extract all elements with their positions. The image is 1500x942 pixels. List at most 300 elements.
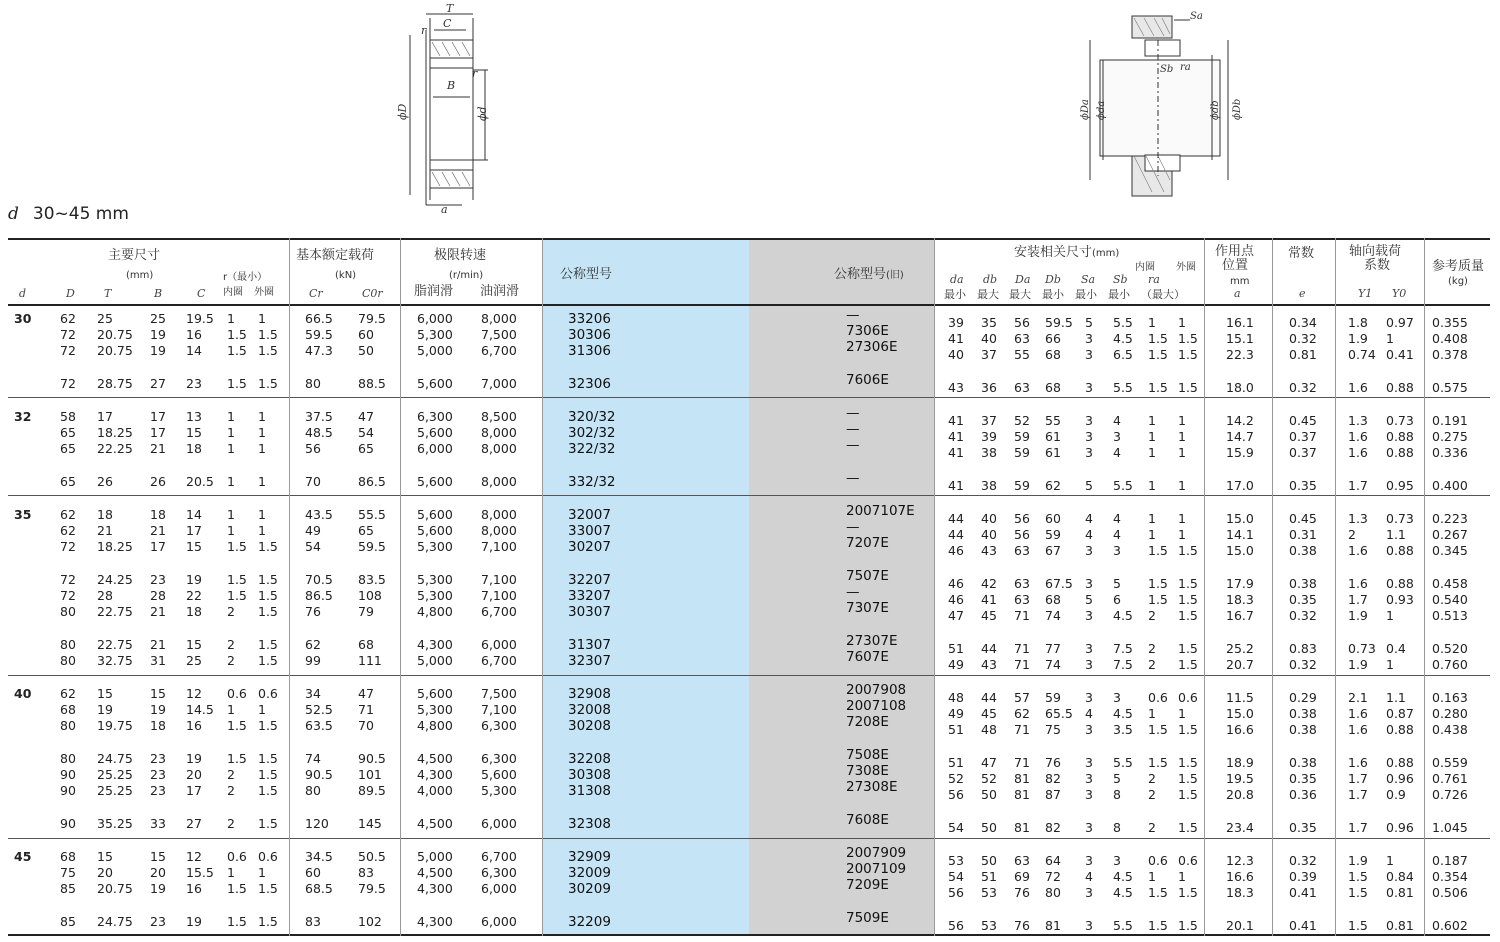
old-model-number: 7207E xyxy=(846,535,889,551)
hdr-C: C xyxy=(197,287,206,300)
cell-T: 18 xyxy=(97,507,113,522)
hdr-inner-ring: 内圈 xyxy=(223,287,243,298)
hdr-Sb: Sb xyxy=(1113,273,1128,286)
label-C: C xyxy=(443,17,452,30)
cell-r2: 1.5 xyxy=(258,376,278,391)
cell-Da: 81 xyxy=(1014,787,1030,802)
cell-C: 20 xyxy=(186,767,202,782)
cell-oil: 8,000 xyxy=(481,523,517,538)
cell-grease: 5,600 xyxy=(417,507,453,522)
cell-r2: 1.5 xyxy=(258,767,278,782)
col-divider xyxy=(400,238,401,936)
cell-C0r: 65 xyxy=(358,441,374,456)
cell-Db: 68 xyxy=(1045,347,1061,362)
cell-a: 25.2 xyxy=(1226,641,1254,656)
old-model-column-bg xyxy=(749,238,934,936)
label-r-right: r xyxy=(472,67,478,80)
cell-ra2: 1.5 xyxy=(1178,576,1198,591)
cell-Sb: 4.5 xyxy=(1113,869,1133,884)
cell-r1: 1 xyxy=(227,425,235,440)
cell-T: 15 xyxy=(97,686,113,701)
cell-C0r: 47 xyxy=(358,686,374,701)
cell-Y0: 1 xyxy=(1386,853,1394,868)
cell-r1: 1 xyxy=(227,523,235,538)
cell-ra2: 1.5 xyxy=(1178,592,1198,607)
cell-r1: 2 xyxy=(227,767,235,782)
cell-e: 0.38 xyxy=(1289,722,1317,737)
hdr-outer-ring: 外圈 xyxy=(254,287,274,298)
cell-oil: 8,000 xyxy=(481,425,517,440)
cell-Da: 59 xyxy=(1014,478,1030,493)
cell-Cr: 99 xyxy=(305,653,321,668)
hdr-load: 基本额定载荷 xyxy=(296,248,375,263)
cell-ra1: 1.5 xyxy=(1148,722,1168,737)
cell-Sb: 5 xyxy=(1113,576,1121,591)
cell-ra2: 1 xyxy=(1178,315,1186,330)
cell-D: 80 xyxy=(60,604,76,619)
cell-r1: 1 xyxy=(227,409,235,424)
cell-Y0: 0.96 xyxy=(1386,771,1414,786)
cell-B: 23 xyxy=(150,783,166,798)
cell-Sb: 5 xyxy=(1113,771,1121,786)
cell-r2: 1 xyxy=(258,474,266,489)
cell-db: 53 xyxy=(981,885,997,900)
cell-mass: 0.191 xyxy=(1432,413,1468,428)
cell-ra1: 0.6 xyxy=(1148,853,1168,868)
cell-da: 41 xyxy=(948,478,964,493)
cell-a: 11.5 xyxy=(1226,690,1254,705)
cell-r1: 2 xyxy=(227,783,235,798)
cell-B: 21 xyxy=(150,637,166,652)
cell-B: 19 xyxy=(150,881,166,896)
cell-e: 0.35 xyxy=(1289,771,1317,786)
hdr-Db-min: 最小 xyxy=(1042,288,1064,301)
cell-Y1: 1.5 xyxy=(1348,869,1368,884)
cell-grease: 5,000 xyxy=(417,653,453,668)
model-number: 30207 xyxy=(568,539,611,555)
cell-mass: 0.540 xyxy=(1432,592,1468,607)
col-divider xyxy=(934,238,935,936)
cell-db: 37 xyxy=(981,413,997,428)
cell-ra1: 1.5 xyxy=(1148,347,1168,362)
model-number: 31308 xyxy=(568,783,611,799)
cell-oil: 6,300 xyxy=(481,718,517,733)
cell-T: 22.75 xyxy=(97,604,133,619)
cell-r1: 2 xyxy=(227,653,235,668)
cell-grease: 5,600 xyxy=(417,474,453,489)
cell-a: 17.0 xyxy=(1226,478,1254,493)
cell-D: 80 xyxy=(60,751,76,766)
label-B: B xyxy=(447,79,456,92)
cell-Cr: 86.5 xyxy=(305,588,333,603)
cell-ra2: 1.5 xyxy=(1178,543,1198,558)
cell-Sa: 3 xyxy=(1085,380,1093,395)
cell-Da: 71 xyxy=(1014,608,1030,623)
cell-mass: 0.275 xyxy=(1432,429,1468,444)
cell-B: 18 xyxy=(150,718,166,733)
model-number: 30208 xyxy=(568,718,611,734)
cell-Y1: 1.7 xyxy=(1348,820,1368,835)
cell-Cr: 37.5 xyxy=(305,409,333,424)
cell-da: 51 xyxy=(948,722,964,737)
cell-e: 0.38 xyxy=(1289,576,1317,591)
cell-Y0: 0.81 xyxy=(1386,918,1414,933)
label-Sa: Sa xyxy=(1190,11,1203,22)
cell-Y1: 1.7 xyxy=(1348,478,1368,493)
cell-Sa: 3 xyxy=(1085,657,1093,672)
cell-B: 21 xyxy=(150,523,166,538)
cell-r1: 0.6 xyxy=(227,686,247,701)
cell-mass: 0.761 xyxy=(1432,771,1468,786)
old-model-number: 7306E xyxy=(846,323,889,339)
cell-Db: 55 xyxy=(1045,413,1061,428)
cell-e: 0.38 xyxy=(1289,755,1317,770)
cell-a: 16.7 xyxy=(1226,608,1254,623)
cell-Da: 55 xyxy=(1014,347,1030,362)
old-model-number: 7509E xyxy=(846,910,889,926)
cell-mass: 0.726 xyxy=(1432,787,1468,802)
cell-e: 0.32 xyxy=(1289,380,1317,395)
cell-ra1: 1 xyxy=(1148,511,1156,526)
cell-Cr: 90.5 xyxy=(305,767,333,782)
cell-Cr: 59.5 xyxy=(305,327,333,342)
cell-T: 22.25 xyxy=(97,441,133,456)
cell-Y0: 0.73 xyxy=(1386,413,1414,428)
cell-r2: 1.5 xyxy=(258,572,278,587)
cell-oil: 6,700 xyxy=(481,604,517,619)
cell-r2: 0.6 xyxy=(258,849,278,864)
model-number: 32308 xyxy=(568,816,611,832)
header-bottom-rule xyxy=(8,304,1490,306)
cell-Cr: 68.5 xyxy=(305,881,333,896)
cell-Da: 71 xyxy=(1014,657,1030,672)
cell-r1: 1 xyxy=(227,311,235,326)
cell-Sb: 5.5 xyxy=(1113,918,1133,933)
cell-D: 72 xyxy=(60,376,76,391)
cell-Sb: 4 xyxy=(1113,445,1121,460)
cell-grease: 4,500 xyxy=(417,865,453,880)
cell-oil: 7,100 xyxy=(481,702,517,717)
cell-db: 38 xyxy=(981,445,997,460)
cell-a: 16.1 xyxy=(1226,315,1254,330)
cell-Sb: 5.5 xyxy=(1113,478,1133,493)
cell-da: 46 xyxy=(948,592,964,607)
cell-Y1: 1.9 xyxy=(1348,853,1368,868)
hdr-mass-unit: (kg) xyxy=(1448,276,1468,287)
cell-db: 40 xyxy=(981,511,997,526)
cell-da: 49 xyxy=(948,657,964,672)
hdr-ra: ra xyxy=(1148,273,1160,286)
hdr-main-dims-unit: (mm) xyxy=(126,270,154,281)
cell-Cr: 47.3 xyxy=(305,343,333,358)
cell-B: 17 xyxy=(150,409,166,424)
old-model-number: — xyxy=(846,421,860,437)
old-model-number: 7209E xyxy=(846,877,889,893)
cell-da: 52 xyxy=(948,771,964,786)
cell-grease: 4,300 xyxy=(417,881,453,896)
cell-grease: 5,300 xyxy=(417,588,453,603)
cell-B: 27 xyxy=(150,376,166,391)
hdr-Sb-min: 最小 xyxy=(1108,288,1130,301)
hdr-db: db xyxy=(983,273,998,286)
cell-D: 80 xyxy=(60,718,76,733)
cell-Sa: 3 xyxy=(1085,722,1093,737)
cell-Sb: 3 xyxy=(1113,543,1121,558)
cell-da: 40 xyxy=(948,347,964,362)
cell-C0r: 68 xyxy=(358,637,374,652)
cell-Y0: 0.88 xyxy=(1386,429,1414,444)
cell-Y0: 0.96 xyxy=(1386,820,1414,835)
model-number: 30209 xyxy=(568,881,611,897)
cell-ra2: 1 xyxy=(1178,869,1186,884)
cell-da: 48 xyxy=(948,690,964,705)
cell-grease: 5,000 xyxy=(417,343,453,358)
cell-C: 13 xyxy=(186,409,202,424)
cell-C0r: 79 xyxy=(358,604,374,619)
model-number: 32207 xyxy=(568,572,611,588)
cell-Y0: 0.95 xyxy=(1386,478,1414,493)
cell-Sa: 3 xyxy=(1085,413,1093,428)
cell-Cr: 74 xyxy=(305,751,321,766)
cell-Db: 59 xyxy=(1045,527,1061,542)
cell-Y1: 1.3 xyxy=(1348,413,1368,428)
cell-mass: 0.400 xyxy=(1432,478,1468,493)
cell-Db: 82 xyxy=(1045,820,1061,835)
cell-T: 24.25 xyxy=(97,572,133,587)
cell-Da: 52 xyxy=(1014,413,1030,428)
cell-Db: 60 xyxy=(1045,511,1061,526)
hdr-da-min: 最小 xyxy=(944,288,966,301)
cell-r1: 1.5 xyxy=(227,572,247,587)
cell-Sa: 3 xyxy=(1085,641,1093,656)
cell-a: 23.4 xyxy=(1226,820,1254,835)
cell-D: 68 xyxy=(60,702,76,717)
label-ra: ra xyxy=(1180,62,1191,73)
cell-Da: 76 xyxy=(1014,918,1030,933)
cell-Sa: 5 xyxy=(1085,592,1093,607)
cell-e: 0.45 xyxy=(1289,511,1317,526)
cell-db: 40 xyxy=(981,331,997,346)
cell-ra1: 1 xyxy=(1148,478,1156,493)
cell-oil: 5,300 xyxy=(481,783,517,798)
cell-oil: 5,600 xyxy=(481,767,517,782)
cell-da: 46 xyxy=(948,543,964,558)
cell-da: 44 xyxy=(948,511,964,526)
cell-Y1: 1.9 xyxy=(1348,608,1368,623)
model-number: 31307 xyxy=(568,637,611,653)
model-number: 33007 xyxy=(568,523,611,539)
cell-C: 22 xyxy=(186,588,202,603)
cell-B: 26 xyxy=(150,474,166,489)
cell-grease: 6,300 xyxy=(417,409,453,424)
cell-B: 17 xyxy=(150,539,166,554)
cell-Y0: 1 xyxy=(1386,331,1394,346)
cell-Sa: 3 xyxy=(1085,771,1093,786)
cell-Sa: 3 xyxy=(1085,608,1093,623)
hdr-install xyxy=(1014,246,1119,261)
model-number: 320/32 xyxy=(568,409,616,425)
bore-d-value: 30 xyxy=(14,311,32,326)
cell-T: 20.75 xyxy=(97,343,133,358)
cell-Da: 63 xyxy=(1014,592,1030,607)
cell-r1: 1.5 xyxy=(227,539,247,554)
cell-Y0: 0.4 xyxy=(1386,641,1406,656)
cell-Sb: 8 xyxy=(1113,820,1121,835)
cell-ra1: 1.5 xyxy=(1148,576,1168,591)
cell-mass: 0.187 xyxy=(1432,853,1468,868)
cell-Y0: 0.97 xyxy=(1386,315,1414,330)
cell-C: 15 xyxy=(186,425,202,440)
cell-e: 0.81 xyxy=(1289,347,1317,362)
cell-oil: 8,000 xyxy=(481,441,517,456)
hdr-Sa: Sa xyxy=(1081,273,1096,286)
old-model-number: 7607E xyxy=(846,649,889,665)
cell-da: 41 xyxy=(948,331,964,346)
cell-B: 25 xyxy=(150,311,166,326)
cell-a: 17.9 xyxy=(1226,576,1254,591)
cell-Y0: 0.88 xyxy=(1386,722,1414,737)
cell-Y0: 0.87 xyxy=(1386,706,1414,721)
hdr-r-min: r（最小） xyxy=(223,272,268,283)
cell-a: 20.7 xyxy=(1226,657,1254,672)
cell-db: 50 xyxy=(981,820,997,835)
cell-T: 32.75 xyxy=(97,653,133,668)
cell-C0r: 54 xyxy=(358,425,374,440)
cell-db: 50 xyxy=(981,853,997,868)
model-number: 32307 xyxy=(568,653,611,669)
cell-Y1: 1.9 xyxy=(1348,331,1368,346)
cell-ra2: 1.5 xyxy=(1178,722,1198,737)
cell-Sa: 3 xyxy=(1085,347,1093,362)
col-divider xyxy=(1272,238,1273,936)
cell-a: 18.3 xyxy=(1226,592,1254,607)
hdr-d: d xyxy=(19,287,27,300)
label-phiDa: ϕDa xyxy=(1080,99,1091,120)
cell-Db: 65.5 xyxy=(1045,706,1073,721)
cell-da: 51 xyxy=(948,755,964,770)
cell-grease: 5,000 xyxy=(417,849,453,864)
cell-B: 31 xyxy=(150,653,166,668)
cell-Db: 74 xyxy=(1045,608,1061,623)
cell-mass: 0.355 xyxy=(1432,315,1468,330)
bore-d-value: 40 xyxy=(14,686,32,701)
cell-Y0: 0.88 xyxy=(1386,445,1414,460)
cell-Y0: 0.84 xyxy=(1386,869,1414,884)
old-model-number: 7508E xyxy=(846,747,889,763)
cell-oil: 6,700 xyxy=(481,849,517,864)
cell-ra2: 0.6 xyxy=(1178,853,1198,868)
cell-Sa: 3 xyxy=(1085,331,1093,346)
cell-mass: 0.506 xyxy=(1432,885,1468,900)
cell-Sa: 3 xyxy=(1085,543,1093,558)
cell-B: 33 xyxy=(150,816,166,831)
cell-C: 15 xyxy=(186,637,202,652)
cell-Y0: 0.73 xyxy=(1386,511,1414,526)
hdr-db-max: 最大 xyxy=(977,288,999,301)
cell-Db: 66 xyxy=(1045,331,1061,346)
cell-r2: 1.5 xyxy=(258,816,278,831)
cell-mass: 0.378 xyxy=(1432,347,1468,362)
cell-C: 19 xyxy=(186,751,202,766)
cell-Sb: 4 xyxy=(1113,511,1121,526)
cell-ra1: 2 xyxy=(1148,657,1156,672)
cell-e: 0.31 xyxy=(1289,527,1317,542)
old-model-number: — xyxy=(846,470,860,486)
old-model-number: 27306E xyxy=(846,339,898,355)
cell-Da: 56 xyxy=(1014,315,1030,330)
cell-ra2: 1.5 xyxy=(1178,331,1198,346)
cell-Db: 80 xyxy=(1045,885,1061,900)
model-number: 33207 xyxy=(568,588,611,604)
cell-e: 0.35 xyxy=(1289,592,1317,607)
model-number: 30306 xyxy=(568,327,611,343)
cell-Sb: 4.5 xyxy=(1113,608,1133,623)
cell-Sa: 5 xyxy=(1085,478,1093,493)
cell-r2: 1 xyxy=(258,523,266,538)
cell-a: 18.9 xyxy=(1226,755,1254,770)
cell-r1: 1 xyxy=(227,441,235,456)
bore-d-value: 45 xyxy=(14,849,32,864)
cell-mass: 0.438 xyxy=(1432,722,1468,737)
cell-db: 52 xyxy=(981,771,997,786)
cell-grease: 5,600 xyxy=(417,686,453,701)
group-rule-4 xyxy=(8,838,1490,839)
cell-D: 62 xyxy=(60,523,76,538)
hdr-grease: 脂润滑 xyxy=(414,284,454,299)
cell-ra2: 1 xyxy=(1178,445,1186,460)
old-model-number: 7507E xyxy=(846,568,889,584)
cell-Y0: 0.41 xyxy=(1386,347,1414,362)
hdr-e: e xyxy=(1299,287,1306,300)
cell-D: 62 xyxy=(60,311,76,326)
cell-Y1: 0.73 xyxy=(1348,641,1376,656)
cell-D: 62 xyxy=(60,686,76,701)
hdr-model-old xyxy=(834,268,904,283)
cell-da: 53 xyxy=(948,853,964,868)
cell-ra1: 1.5 xyxy=(1148,380,1168,395)
group-rule-3 xyxy=(8,675,1490,676)
old-model-number: 2007109 xyxy=(846,861,907,877)
cell-Y0: 0.81 xyxy=(1386,885,1414,900)
cell-r1: 1 xyxy=(227,474,235,489)
cell-T: 19.75 xyxy=(97,718,133,733)
cell-C0r: 111 xyxy=(358,653,382,668)
cell-Sb: 3 xyxy=(1113,853,1121,868)
cell-T: 28 xyxy=(97,588,113,603)
cell-Sa: 3 xyxy=(1085,576,1093,591)
cell-a: 16.6 xyxy=(1226,869,1254,884)
bearing-table xyxy=(8,238,1490,936)
model-number: 32209 xyxy=(568,914,611,930)
old-model-number: — xyxy=(846,405,860,421)
cell-r2: 1 xyxy=(258,409,266,424)
cell-Y1: 1.6 xyxy=(1348,429,1368,444)
cell-Y1: 1.6 xyxy=(1348,722,1368,737)
cell-mass: 0.354 xyxy=(1432,869,1468,884)
cell-Db: 67.5 xyxy=(1045,576,1073,591)
cell-oil: 8,000 xyxy=(481,474,517,489)
cell-Sb: 8 xyxy=(1113,787,1121,802)
cell-ra1: 1 xyxy=(1148,706,1156,721)
hdr-Da: Da xyxy=(1015,273,1031,286)
cell-B: 19 xyxy=(150,702,166,717)
hdr-Y1: Y1 xyxy=(1358,287,1373,300)
bore-range-text: 30~45 mm xyxy=(32,204,129,224)
cell-db: 44 xyxy=(981,690,997,705)
hdr-Db: Db xyxy=(1045,273,1061,286)
cell-mass: 0.408 xyxy=(1432,331,1468,346)
cell-e: 0.32 xyxy=(1289,608,1317,623)
